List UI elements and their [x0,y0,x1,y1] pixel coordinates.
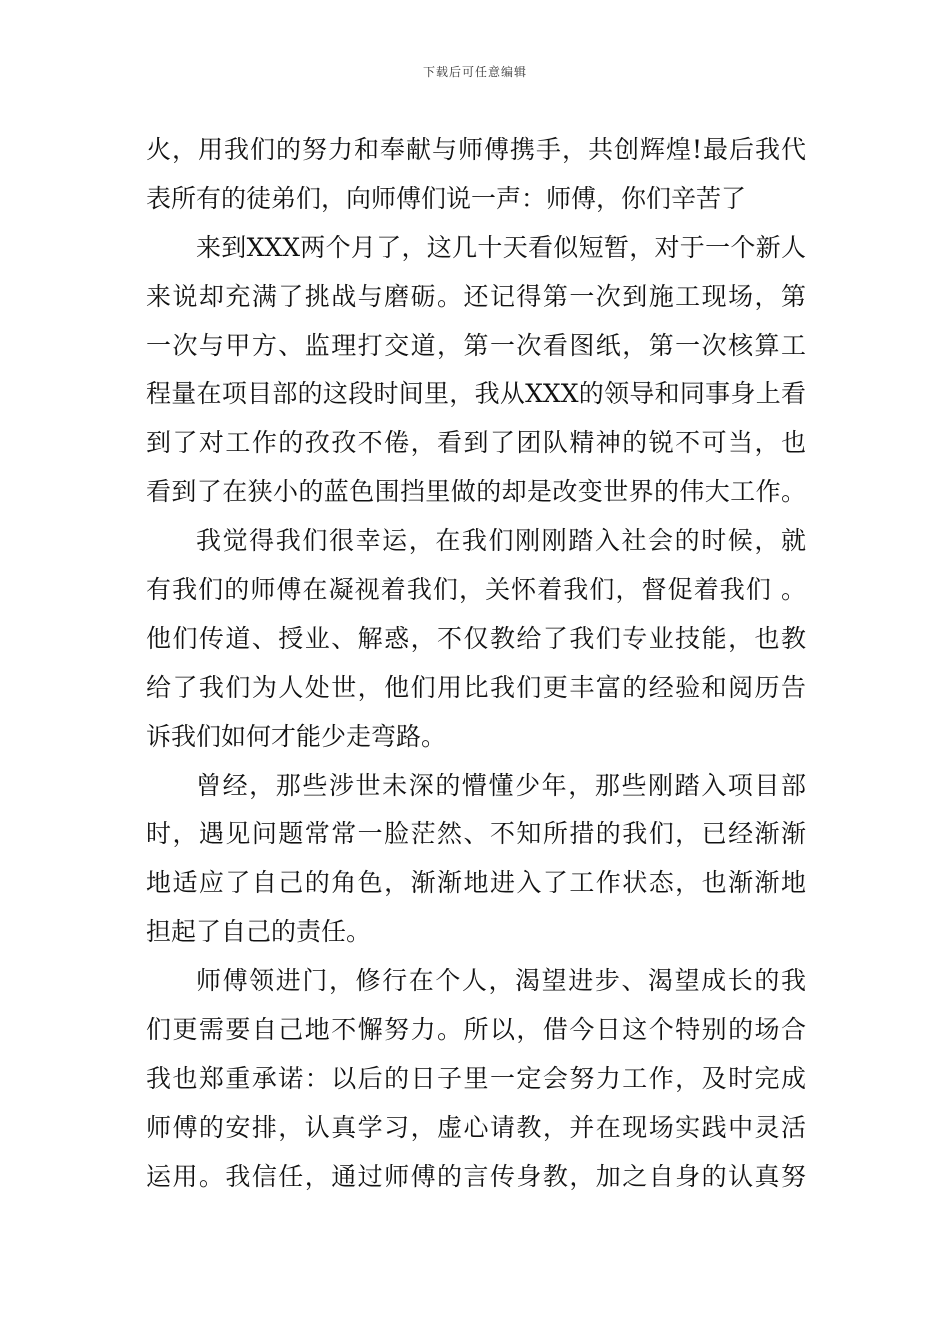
document-body [146,126,806,1202]
text-line: 表所有的徒弟们，向师傅们说一声：师傅，你们辛苦了 [146,183,747,213]
text-line: 地适应了自己的角色，渐渐地进入了工作状态，也渐渐地 [146,868,806,898]
text-line: 时，遇见问题常常一脸茫然、不知所措的我们，已经渐渐 [146,819,806,849]
page-header: 下载后可任意编辑 [422,65,527,79]
text-line: 师傅的安排，认真学习，虚心请教，并在现场实践中灵活 [146,1112,806,1142]
text-line: 师傅领进门，修行在个人，渴望进步、渴望成长的我 [196,966,806,996]
text-line: 到了对工作的孜孜不倦，看到了团队精神的锐不可当，也 [146,428,806,458]
text-line: 运用。我信任，通过师傅的言传身教，加之自身的认真努 [146,1161,806,1191]
text-line: 们更需要自己地不懈努力。所以，借今日这个特别的场合 [146,1015,806,1045]
text-line: 我觉得我们很幸运，在我们刚刚踏入社会的时候，就 [196,526,806,556]
text-line: 担起了自己的责任。 [146,917,372,947]
text-line: 程量在项目部的这段时间里，我从XXX的领导和同事身上看 [146,379,806,409]
text-line: 有我们的师傅在凝视着我们，关怀着我们，督促着我们 。 [146,575,806,605]
text-line: 看到了在狭小的蓝色围挡里做的却是改变世界的伟大工作。 [146,477,806,507]
text-line: 曾经，那些涉世未深的懵懂少年，那些刚踏入项目部 [196,770,806,800]
text-line: 给了我们为人处世，他们用比我们更丰富的经验和阅历告 [146,672,806,702]
text-line: 他们传道、授业、解惑，不仅教给了我们专业技能，也教 [146,623,806,653]
text-line: 来到XXX两个月了，这几十天看似短暂，对于一个新人 [196,232,806,262]
text-line: 来说却充满了挑战与磨砺。还记得第一次到施工现场，第 [146,281,806,311]
text-line: 一次与甲方、监理打交道，第一次看图纸，第一次核算工 [146,330,806,360]
text-line: 诉我们如何才能少走弯路。 [146,721,447,751]
text-line: 火，用我们的努力和奉献与师傅携手，共创辉煌!最后我代 [146,135,806,164]
text-line: 我也郑重承诺：以后的日子里一定会努力工作，及时完成 [146,1063,806,1093]
